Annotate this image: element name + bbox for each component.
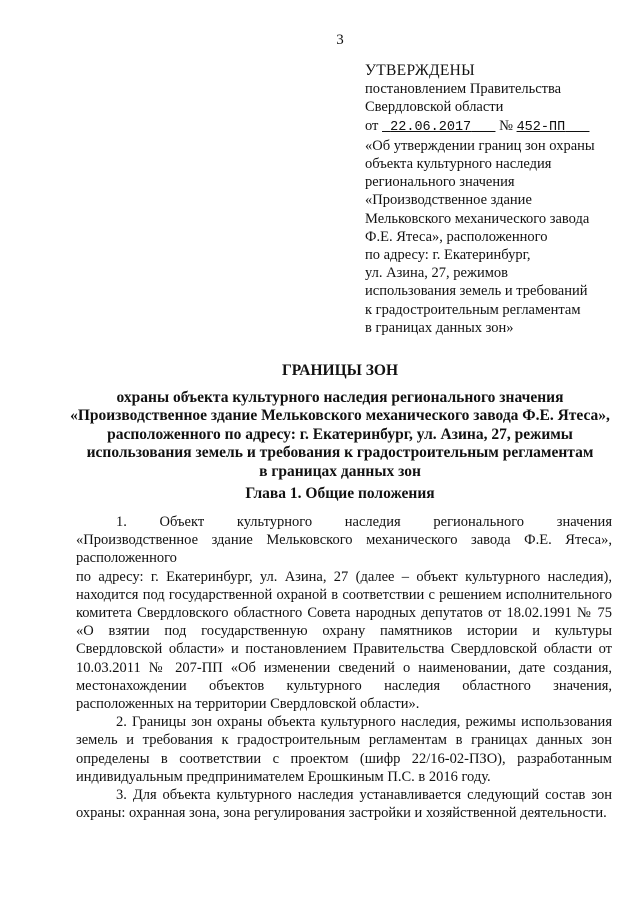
- approval-number: 452-ПП: [516, 119, 566, 135]
- approval-subject-line: регионального значения: [365, 174, 515, 191]
- approval-date: 22.06.2017: [390, 119, 472, 135]
- page-number: 3: [336, 32, 344, 48]
- document-title-line: «Производственное здание Мельковского механического завода Ф.Е. Ятеса»,: [70, 407, 610, 424]
- approval-subject-line: в границах данных зон»: [365, 319, 514, 336]
- document-title-line: расположенного по адресу: г. Екатеринбург, ул. Азина, 27, режимы: [107, 425, 573, 443]
- approval-subject-line: к градостроительным регламентам: [365, 301, 581, 318]
- approval-line: постановлением Правительства: [365, 81, 562, 98]
- number-prefix: №: [499, 117, 513, 134]
- document-title-main: ГРАНИЦЫ ЗОН: [281, 362, 399, 379]
- date-prefix: от: [365, 117, 379, 134]
- approval-subject-line: по адресу: г. Екатеринбург,: [365, 247, 531, 264]
- approval-subject-line: Ф.Е. Ятеса», расположенного: [365, 228, 548, 245]
- approval-date-line: [365, 117, 615, 137]
- chapter-title: Глава 1. Общие положения: [245, 485, 435, 502]
- approval-subject-line: Мельковского механического завода: [365, 210, 590, 227]
- approval-subject-line: использования земель и требований: [365, 283, 588, 300]
- approval-block: [365, 62, 615, 337]
- body-text: [76, 513, 612, 822]
- approval-subject-line: объекта культурного наследия: [365, 156, 552, 173]
- document-title-line: в границах данных зон: [259, 462, 421, 480]
- paragraph-2: 2. Границы зон охраны объекта культурного наследия, режимы использования земель и требования к градостроительным регламентам в границах данных зон определены в соответствии с проектом (шифр 22/16-02-ПЗО), разработанным индивидуальным предпринимателем Ерошкиным П.С. в 2016 году.: [76, 714, 612, 785]
- document-title-line: использования земель и требования к градостроительным регламентам: [86, 444, 594, 461]
- approval-subject-line: ул. Азина, 27, режимов: [365, 265, 508, 282]
- approval-subject-line: «Производственное здание: [365, 192, 532, 209]
- document-title-line: охраны объекта культурного наследия регионального значения: [116, 388, 564, 406]
- paragraph-3: 3. Для объекта культурного наследия устанавливается следующий состав зон охраны: охранная зона, зона регулирования застройки и хозяйственной деятельности.: [76, 787, 612, 822]
- approval-subject-line: «Об утверждении границ зон охраны: [365, 137, 595, 154]
- approval-heading: УТВЕРЖДЕНЫ: [365, 62, 475, 79]
- paragraph-1-line: «Производственное здание Мельковского механического завода Ф.Е. Ятеса», расположенного: [76, 532, 612, 567]
- document-title: [70, 362, 610, 481]
- paragraph-1-line: 1. Объект культурного наследия регионального значения: [116, 514, 612, 530]
- paragraph-1-text: по адресу: г. Екатеринбург, ул. Азина, 27 (далее – объект культурного наследия), находится под государственной охраной в соответствии с решением исполнительного комитета Свердловского областного Совета народных депутатов от 18.02.1991 № 75 «О взятии под государственную охрану памятников истории и культуры Свердловской области» и постановлением Правительства Свердловской области от 10.03.2011 № 207-ПП «Об изменении сведений о наименовании, дате создания, местонахождении объектов культурного наследия областного значения, расположенных на территории Свердловской области».: [76, 568, 612, 713]
- approval-line: Свердловской области: [365, 99, 504, 116]
